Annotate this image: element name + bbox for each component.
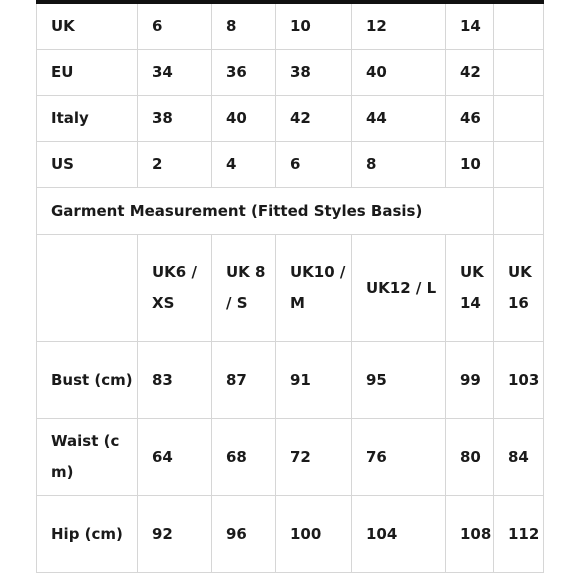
- size-cell-text: 6: [290, 155, 301, 173]
- measure-header-text: UK 14: [460, 263, 484, 312]
- measure-cell: [212, 496, 276, 573]
- measure-header-text: UK6 / XS: [152, 263, 197, 312]
- empty-cell: [494, 4, 544, 50]
- measure-cell-text: 72: [290, 447, 311, 466]
- size-cell-text: 38: [152, 109, 173, 127]
- size-cell-text: 34: [152, 63, 173, 81]
- measure-cell-text: 80: [460, 447, 481, 466]
- size-cell-text: 10: [290, 17, 311, 35]
- measure-cell: [138, 419, 212, 496]
- size-cell: [138, 96, 212, 142]
- empty-cell: [494, 96, 544, 142]
- measure-cell-text: 68: [226, 447, 247, 466]
- measure-cell-text: 84: [508, 447, 529, 466]
- measure-cell-text: 96: [226, 524, 247, 543]
- measure-cell-text: 99: [460, 370, 481, 389]
- size-cell: [138, 50, 212, 96]
- size-cell-text: 14: [460, 17, 481, 35]
- empty-cell: [494, 50, 544, 96]
- size-cell: [446, 142, 494, 188]
- measure-cell: [352, 496, 446, 573]
- measure-row-label-text: Bust (cm): [51, 370, 133, 389]
- size-cell: [276, 96, 352, 142]
- size-cell: [212, 142, 276, 188]
- measure-cell: [212, 419, 276, 496]
- measure-cell: [446, 342, 494, 419]
- size-cell-text: 36: [226, 63, 247, 81]
- size-cell-text: 46: [460, 109, 481, 127]
- measure-header-text: UK 16: [508, 263, 532, 312]
- garment-heading-text: Garment Measurement (Fitted Styles Basis): [51, 201, 423, 220]
- measure-cell-text: 64: [152, 447, 173, 466]
- measure-cell: [276, 419, 352, 496]
- size-cell: [212, 96, 276, 142]
- size-cell-text: 8: [366, 155, 377, 173]
- measure-cell-text: 103: [508, 370, 540, 389]
- measure-header-text: UK 8 / S: [226, 263, 266, 312]
- size-cell-text: 42: [460, 63, 481, 81]
- measure-header: [36, 235, 138, 342]
- measure-cell: [446, 419, 494, 496]
- measure-cell: [494, 496, 544, 573]
- size-cell: [446, 4, 494, 50]
- measure-row-label: [36, 496, 138, 573]
- measure-header-text: UK12 / L: [366, 278, 437, 297]
- size-row-label-text: Italy: [51, 109, 89, 127]
- measure-cell-text: 83: [152, 370, 173, 389]
- size-row-label-text: UK: [51, 17, 75, 35]
- size-cell-text: 10: [460, 155, 481, 173]
- measure-header: [446, 235, 494, 342]
- measure-cell: [276, 496, 352, 573]
- size-cell: [352, 4, 446, 50]
- measure-header: [352, 235, 446, 342]
- measure-header: [212, 235, 276, 342]
- measure-cell: [352, 342, 446, 419]
- size-cell-text: 44: [366, 109, 387, 127]
- size-row-label: [36, 50, 138, 96]
- size-cell-text: 40: [226, 109, 247, 127]
- measure-row-label-text: Hip (cm): [51, 524, 123, 543]
- measure-cell: [138, 342, 212, 419]
- size-cell: [352, 50, 446, 96]
- size-cell: [446, 96, 494, 142]
- garment-heading: [36, 188, 494, 235]
- empty-cell: [494, 142, 544, 188]
- size-row-label-text: US: [51, 155, 74, 173]
- size-cell-text: 2: [152, 155, 163, 173]
- measure-cell-text: 76: [366, 447, 387, 466]
- measure-header: [494, 235, 544, 342]
- measure-cell: [446, 496, 494, 573]
- measure-cell-text: 112: [508, 524, 540, 543]
- measure-cell-text: 92: [152, 524, 173, 543]
- size-cell: [352, 96, 446, 142]
- measure-row-label: [36, 419, 138, 496]
- measure-cell: [352, 419, 446, 496]
- size-cell: [446, 50, 494, 96]
- size-cell: [276, 142, 352, 188]
- size-cell-text: 38: [290, 63, 311, 81]
- measure-cell-text: 87: [226, 370, 247, 389]
- size-row-label: [36, 96, 138, 142]
- size-cell: [352, 142, 446, 188]
- measure-cell-text: 95: [366, 370, 387, 389]
- measure-cell: [494, 419, 544, 496]
- size-cell: [212, 50, 276, 96]
- measure-cell: [494, 342, 544, 419]
- size-cell: [276, 4, 352, 50]
- size-cell: [212, 4, 276, 50]
- measure-row-label: [36, 342, 138, 419]
- measure-header: [276, 235, 352, 342]
- measure-row-label-text: Waist (cm): [51, 432, 120, 481]
- measure-header-text: UK10 / M: [290, 263, 346, 312]
- size-cell-text: 4: [226, 155, 237, 173]
- empty-cell: [494, 188, 544, 235]
- size-row-label: [36, 4, 138, 50]
- measure-cell: [276, 342, 352, 419]
- size-row-label-text: EU: [51, 63, 74, 81]
- size-cell: [138, 142, 212, 188]
- measure-cell-text: 100: [290, 524, 322, 543]
- size-cell-text: 42: [290, 109, 311, 127]
- size-cell-text: 40: [366, 63, 387, 81]
- measure-cell: [212, 342, 276, 419]
- size-cell-text: 12: [366, 17, 387, 35]
- measure-cell-text: 91: [290, 370, 311, 389]
- size-row-label: [36, 142, 138, 188]
- size-cell-text: 8: [226, 17, 237, 35]
- measure-cell: [138, 496, 212, 573]
- size-cell: [138, 4, 212, 50]
- size-cell-text: 6: [152, 17, 163, 35]
- measure-header: [138, 235, 212, 342]
- measure-cell-text: 104: [366, 524, 398, 543]
- size-cell: [276, 50, 352, 96]
- measure-cell-text: 108: [460, 524, 492, 543]
